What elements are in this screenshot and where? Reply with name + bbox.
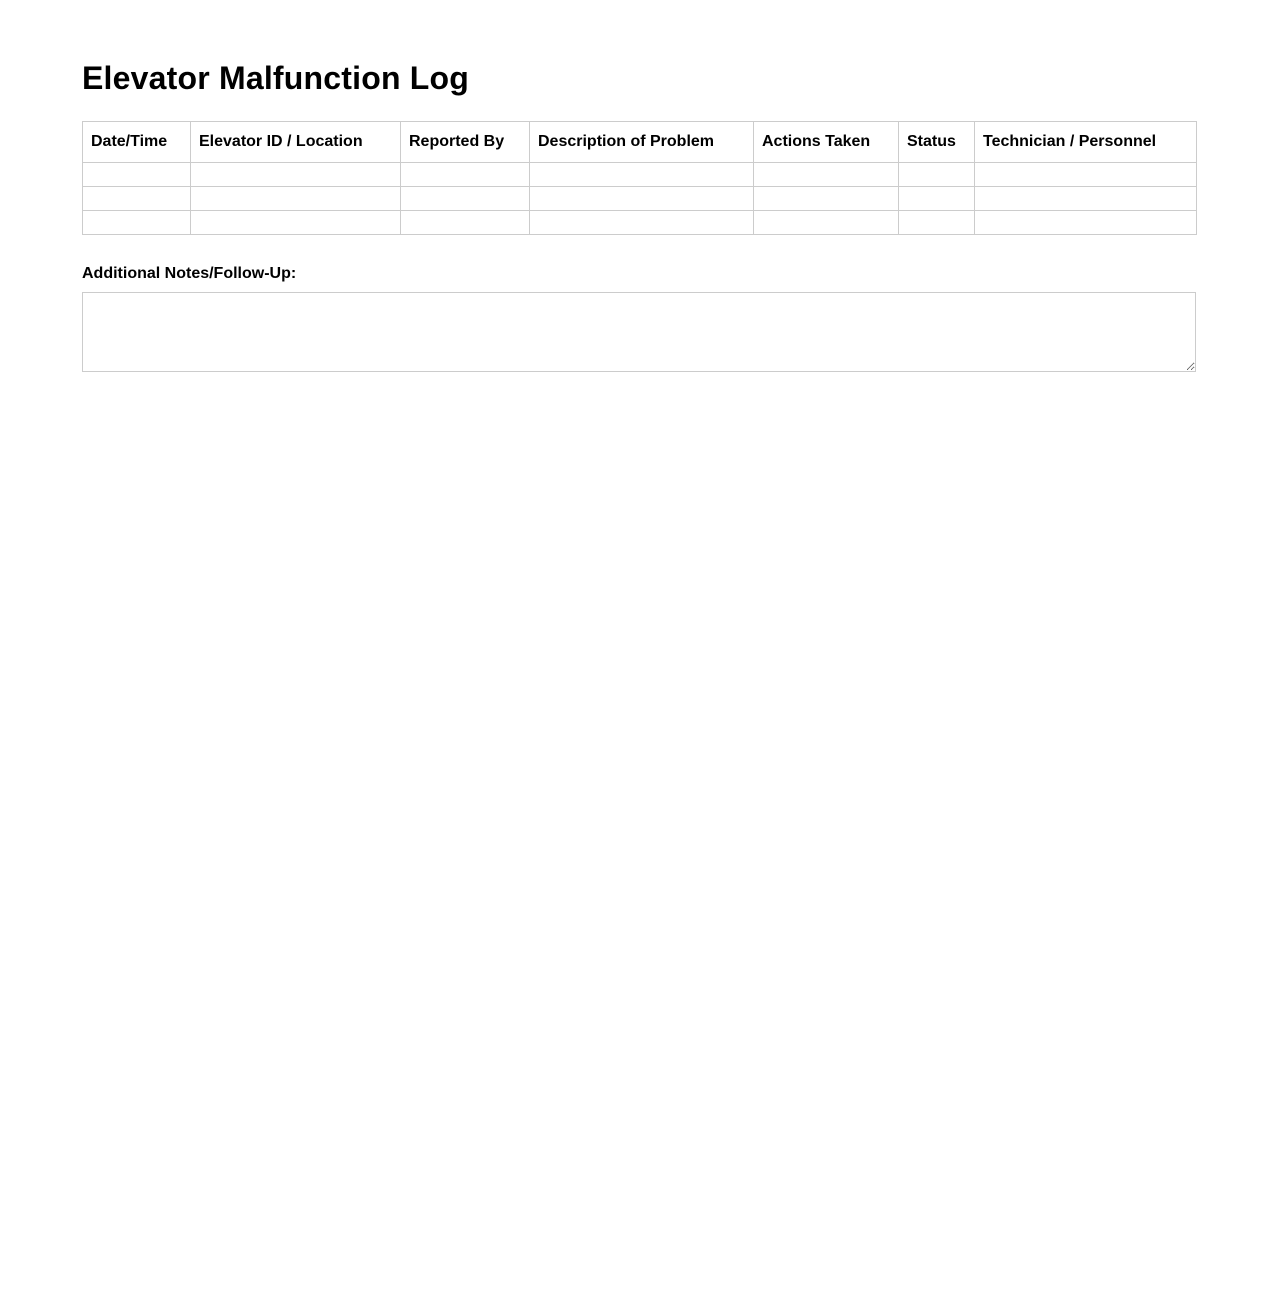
column-header-description-of-problem: Description of Problem	[530, 122, 754, 163]
cell-technician-personnel[interactable]	[975, 187, 1197, 211]
column-header-reported-by: Reported By	[401, 122, 530, 163]
cell-reported-by[interactable]	[401, 187, 530, 211]
cell-technician-personnel[interactable]	[975, 163, 1197, 187]
table-row	[83, 163, 1197, 187]
cell-elevator-id-location[interactable]	[191, 211, 401, 235]
column-header-status: Status	[899, 122, 975, 163]
cell-date-time[interactable]	[83, 187, 191, 211]
table-row	[83, 211, 1197, 235]
column-header-actions-taken: Actions Taken	[754, 122, 899, 163]
table-header-row	[83, 122, 1197, 163]
cell-status[interactable]	[899, 211, 975, 235]
cell-date-time[interactable]	[83, 211, 191, 235]
notes-textarea[interactable]	[82, 292, 1196, 372]
column-header-technician-personnel: Technician / Personnel	[975, 122, 1197, 163]
cell-description-of-problem[interactable]	[530, 211, 754, 235]
cell-elevator-id-location[interactable]	[191, 163, 401, 187]
column-header-date-time: Date/Time	[83, 122, 191, 163]
cell-actions-taken[interactable]	[754, 211, 899, 235]
notes-label: Additional Notes/Follow-Up:	[82, 265, 297, 282]
cell-actions-taken[interactable]	[754, 163, 899, 187]
cell-status[interactable]	[899, 163, 975, 187]
cell-elevator-id-location[interactable]	[191, 187, 401, 211]
cell-reported-by[interactable]	[401, 211, 530, 235]
cell-actions-taken[interactable]	[754, 187, 899, 211]
table-row	[83, 187, 1197, 211]
cell-description-of-problem[interactable]	[530, 187, 754, 211]
page-title: Elevator Malfunction Log	[82, 60, 470, 96]
malfunction-log-table	[82, 121, 1197, 235]
cell-status[interactable]	[899, 187, 975, 211]
cell-technician-personnel[interactable]	[975, 211, 1197, 235]
column-header-elevator-id-location: Elevator ID / Location	[191, 122, 401, 163]
cell-reported-by[interactable]	[401, 163, 530, 187]
cell-date-time[interactable]	[83, 163, 191, 187]
cell-description-of-problem[interactable]	[530, 163, 754, 187]
